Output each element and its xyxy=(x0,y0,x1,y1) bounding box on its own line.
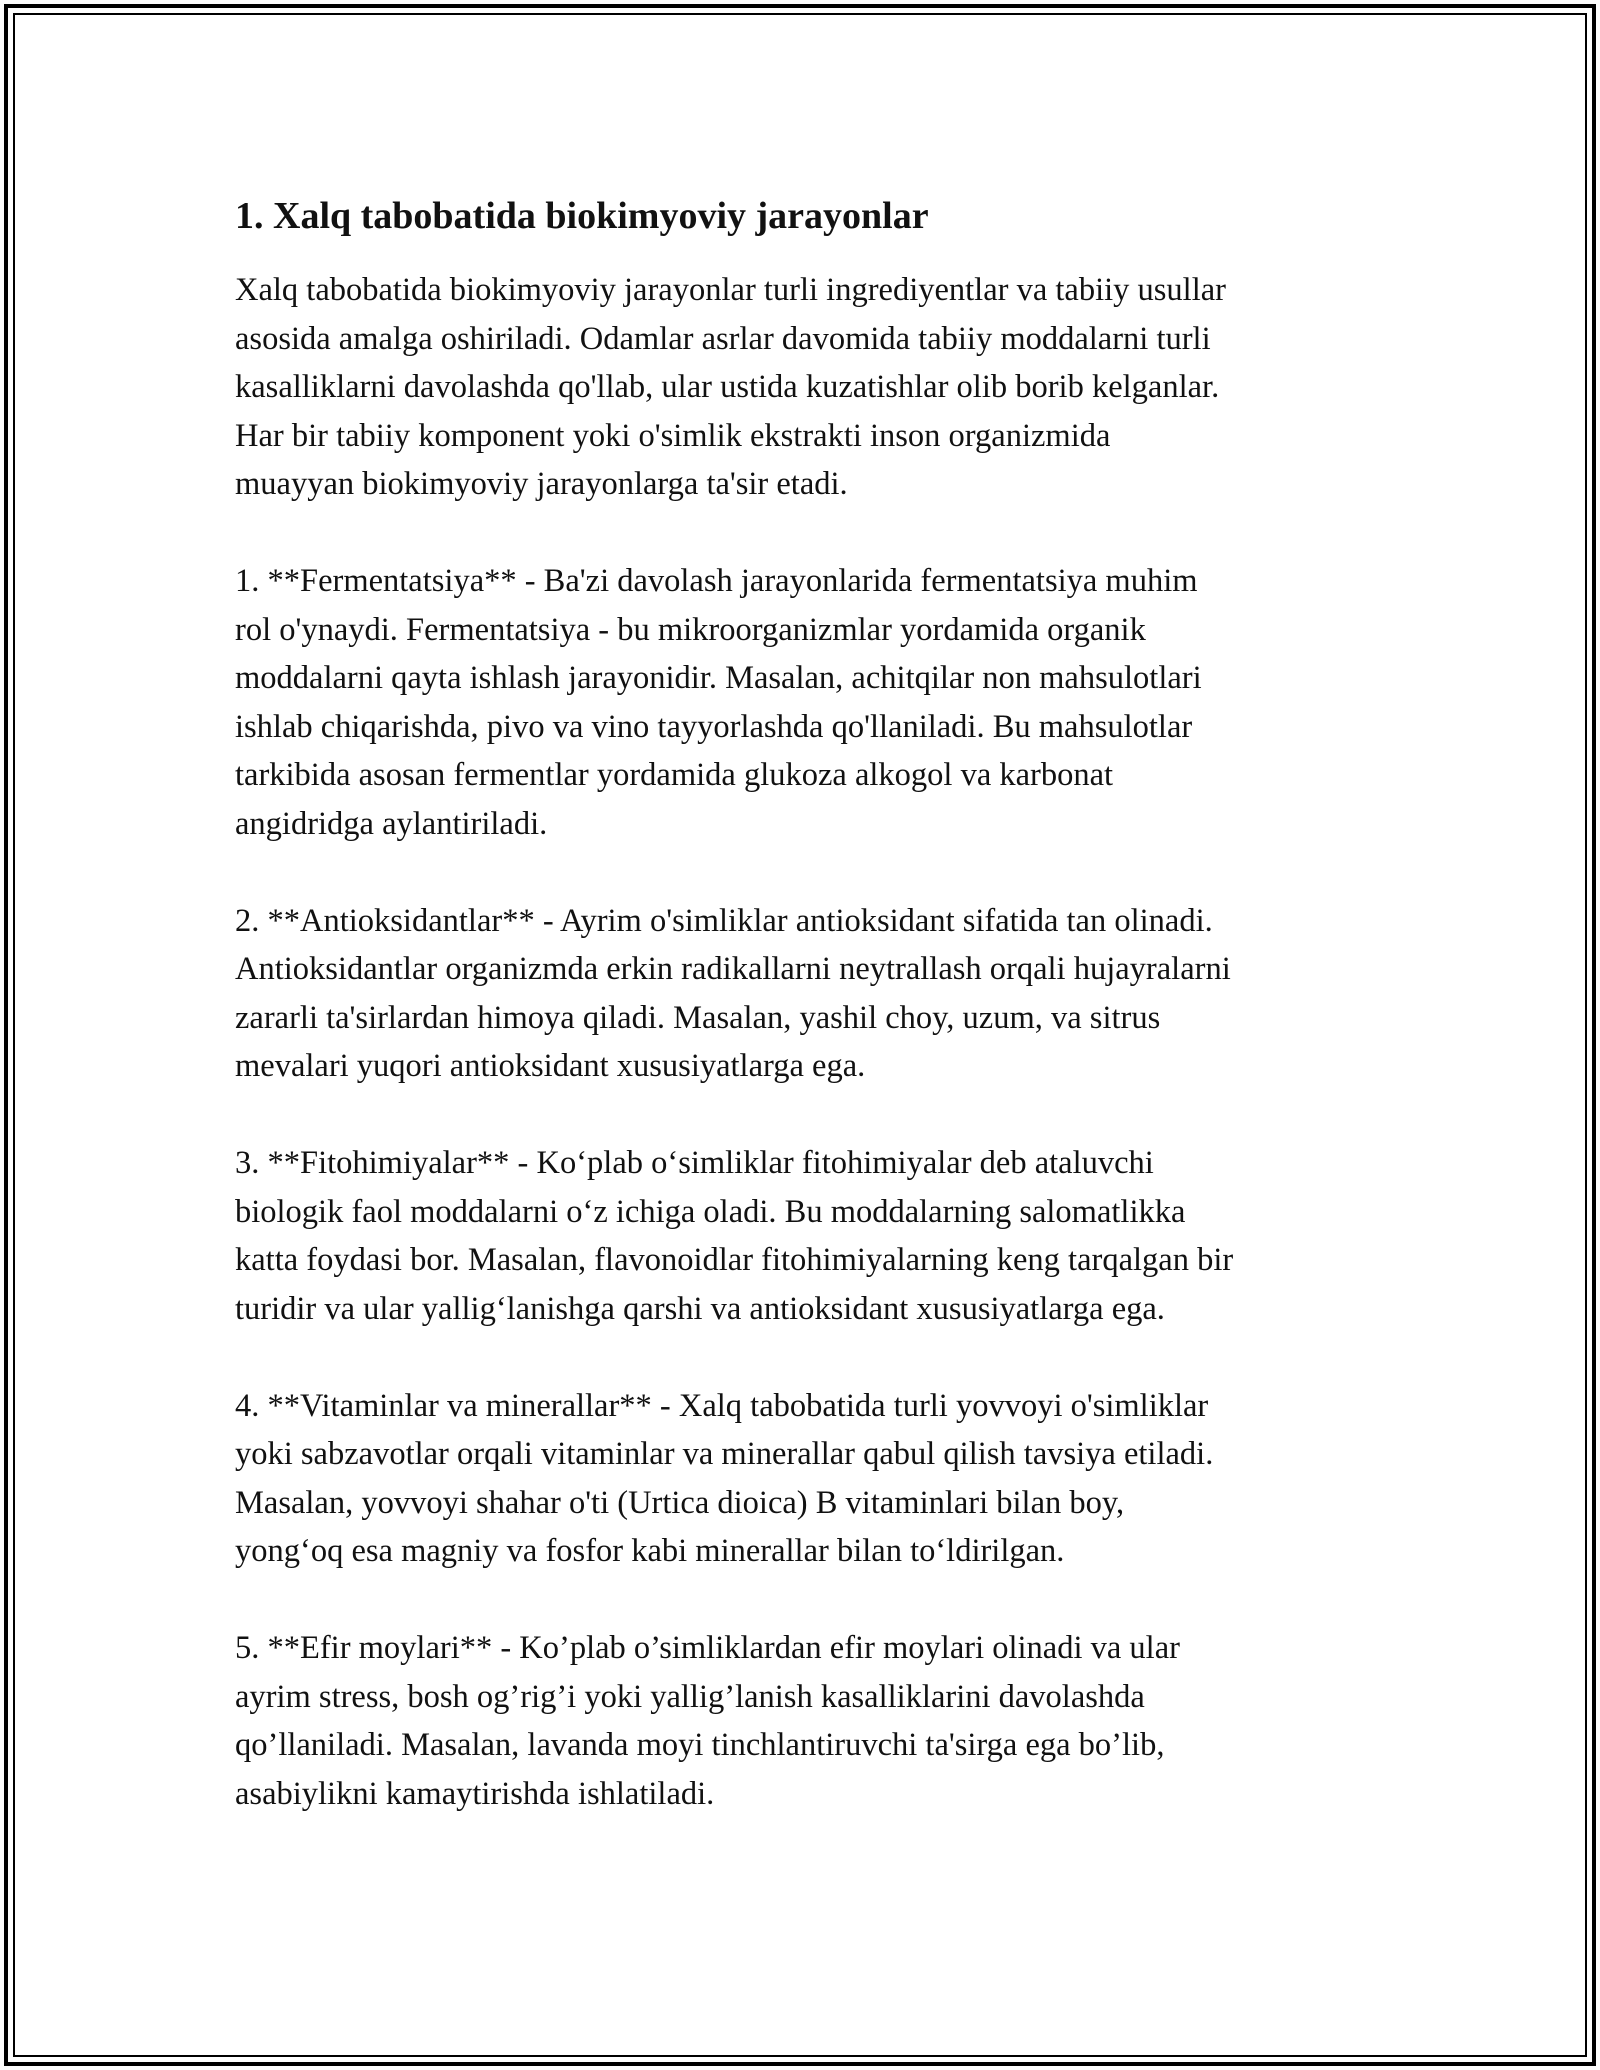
paragraph-fitohimiyalar xyxy=(235,1139,1375,1333)
text-line: Har bir tabiiy komponent yoki o'simlik ekstrakti inson organizmida xyxy=(235,417,1111,454)
text-line: tarkibida asosan fermentlar yordamida glukoza alkogol va karbonat xyxy=(235,757,1114,793)
paragraph-vitaminlar xyxy=(235,1382,1375,1576)
text-line: muayyan biokimyoviy jarayonlarga ta'sir etadi. xyxy=(235,466,848,502)
text-line: asabiylikni kamaytirishda ishlatiladi. xyxy=(235,1775,715,1812)
paragraph-efir-moylari xyxy=(235,1624,1375,1818)
text-line: 1. **Fermentatsiya** - Ba'zi davolash jarayonlarida fermentatsiya muhim xyxy=(235,563,1198,599)
text-line: yoki sabzavotlar orqali vitaminlar va minerallar qabul qilish tavsiya etiladi. xyxy=(235,1436,1214,1472)
text-line: biologik faol moddalarni o‘z ichiga oladi. Bu moddalarning salomatlikka xyxy=(235,1193,1186,1230)
text-line: 5. **Efir moylari** - Ko’plab o’simliklardan efir moylari olinadi va ular xyxy=(235,1630,1180,1666)
text-line: kasalliklarni davolashda qo'llab, ular ustida kuzatishlar olib borib kelganlar. xyxy=(235,369,1220,405)
text-line: qo’llaniladi. Masalan, lavanda moyi tinchlantiruvchi ta'sirga ega bo’lib, xyxy=(235,1727,1165,1763)
text-line: Antioksidantlar organizmda erkin radikallarni neytrallash orqali hujayralarni xyxy=(235,951,1231,987)
paragraph-intro xyxy=(235,266,1375,509)
text-line: ishlab chiqarishda, pivo va vino tayyorlashda qo'llaniladi. Bu mahsulotlar xyxy=(235,708,1193,745)
text-line: angidridga aylantiriladi. xyxy=(235,805,548,842)
text-line: zararli ta'sirlardan himoya qiladi. Masalan, yashil choy, uzum, va sitrus xyxy=(235,999,1161,1036)
text-line: Xalq tabobatida biokimyoviy jarayonlar turli ingrediyentlar va tabiiy usullar xyxy=(235,272,1226,308)
text-line: mevalari yuqori antioksidant xususiyatlarga ega. xyxy=(235,1048,866,1084)
text-line: 4. **Vitaminlar va minerallar** - Xalq tabobatida turli yovvoyi o'simliklar xyxy=(235,1387,1209,1424)
text-line: 3. **Fitohimiyalar** - Ko‘plab o‘simliklar fitohimiyalar deb ataluvchi xyxy=(235,1145,1154,1181)
text-line: Masalan, yovvoyi shahar o'ti (Urtica dioica) B vitaminlari bilan boy, xyxy=(235,1484,1125,1521)
text-line: turidir va ular yallig‘lanishga qarshi va antioksidant xususiyatlarga ega. xyxy=(235,1290,1165,1327)
paragraph-antioksidantlar xyxy=(235,897,1375,1091)
text-line: moddalarni qayta ishlash jarayonidir. Masalan, achitqilar non mahsulotlari xyxy=(235,660,1202,696)
text-line: ayrim stress, bosh og’rig’i yoki yallig’lanish kasalliklarini davolashda xyxy=(235,1678,1145,1715)
text-line: yong‘oq esa magniy va fosfor kabi minerallar bilan to‘ldirilgan. xyxy=(235,1533,1065,1569)
text-line: 2. **Antioksidantlar** - Ayrim o'simliklar antioksidant sifatida tan olinadi. xyxy=(235,902,1213,939)
text-line: katta foydasi bor. Masalan, flavonoidlar fitohimiyalarning keng tarqalgan bir xyxy=(235,1242,1234,1278)
text-line: rol o'ynaydi. Fermentatsiya - bu mikroorganizmlar yordamida organik xyxy=(235,611,1146,648)
text-line: asosida amalga oshiriladi. Odamlar asrlar davomida tabiiy moddalarni turli xyxy=(235,320,1211,357)
paragraph-fermentatsiya xyxy=(235,557,1375,848)
document-heading: 1. Xalq tabobatida biokimyoviy jarayonlar xyxy=(235,195,929,237)
document-body xyxy=(235,190,1375,1867)
